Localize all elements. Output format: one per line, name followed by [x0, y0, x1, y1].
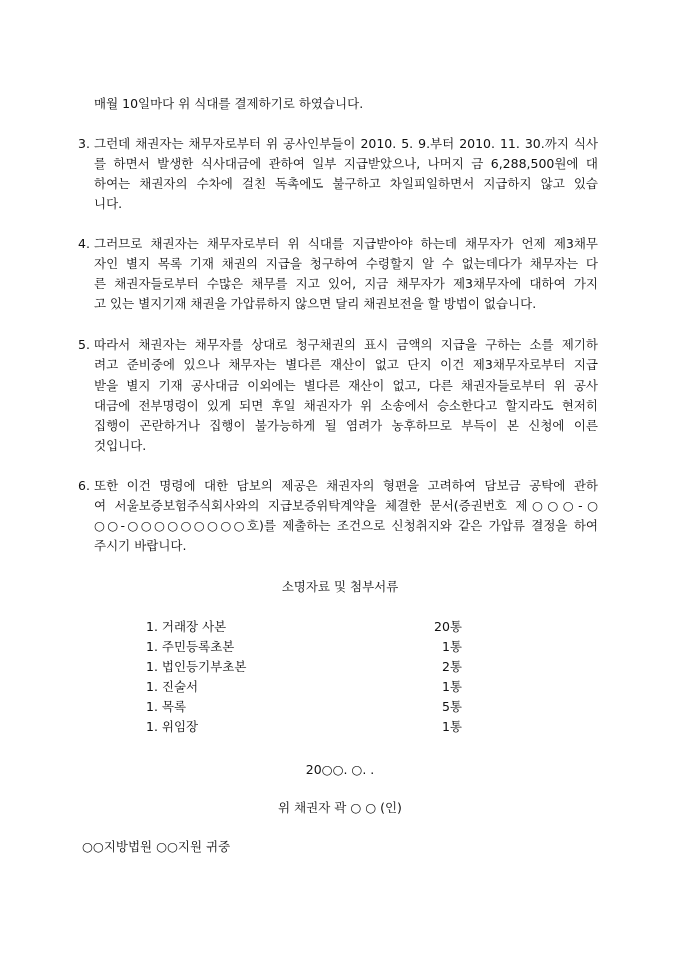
paragraph-number: 6.: [78, 478, 90, 493]
attachment-count: 2통: [441, 659, 462, 674]
paragraph-line: 여 서울보증보험주식회사와의 지급보증위탁계약을 체결한 문서(증권번호 제○○○-○: [94, 498, 598, 513]
paragraph-line: 른 채권자들로부터 수많은 채무를 지고 있어, 지금 채무자가 제3채무자에 대하여 가지: [94, 276, 598, 291]
paragraph-line: 받을 별지 기재 공사대금 이외에는 별다른 재산이 없고, 다른 채권자들로부터 위 공사: [94, 378, 598, 393]
intro-line: 매월 10일마다 위 식대를 결제하기로 하였습니다.: [94, 96, 364, 111]
date-line: 20○○. ○. .: [305, 762, 375, 777]
attachment-item: [146, 679, 462, 695]
paragraph-number: 5.: [78, 337, 90, 352]
paragraph-line: 또한 이건 명령에 대한 담보의 제공은 채권자의 형편을 고려하여 담보금 공탁에 관하: [94, 478, 598, 493]
paragraph-line: 대금에 전부명령이 있게 되면 후일 채권자가 위 소송에서 승소한다고 할지라도 현저히: [94, 398, 598, 413]
court-addressee: ○○지방법원 ○○지원 귀중: [82, 839, 231, 854]
attachment-label: 1. 위임장: [146, 719, 199, 734]
attachment-count: 1통: [441, 679, 462, 694]
attachment-count: 20통: [434, 619, 462, 634]
attachment-label: 1. 주민등록초본: [146, 639, 235, 654]
paragraph-line: 하여는 채권자의 수차에 걸친 독촉에도 불구하고 차일피일하면서 지급하지 않고 있습: [94, 176, 598, 191]
paragraph-line: 따라서 채권자는 채무자를 상대로 청구채권의 표시 금액의 지급을 구하는 소를 제기하: [94, 337, 598, 352]
paragraph-line: 를 하면서 발생한 식사대금에 관하여 일부 지급받았으나, 나머지 금 6,288,500원에 대: [94, 156, 598, 171]
paragraph-line: 고 있는 별지기재 채권을 가압류하지 않으면 달리 채권보전을 할 방법이 없습니다.: [94, 296, 537, 311]
attachment-label: 1. 법인등기부초본: [146, 659, 247, 674]
attachment-label: 1. 진술서: [146, 679, 199, 694]
attachment-label: 1. 거래장 사본: [146, 619, 227, 634]
attachment-count: 5통: [441, 699, 462, 714]
attachment-count: 1통: [441, 639, 462, 654]
paragraph-line: 려고 준비중에 있으나 채무자는 별다른 재산이 없고 단지 이건 제3채무자로부터 지급: [94, 357, 598, 372]
paragraph-line: 집행이 곤란하거나 집행이 불가능하게 될 염려가 농후하므로 부득이 본 신청에 이른: [94, 418, 598, 433]
attachment-item: [146, 699, 462, 715]
attachment-label: 1. 목록: [146, 699, 187, 714]
paragraph-line: 니다.: [94, 196, 123, 211]
paragraph-line: 자인 별지 목록 기재 채권의 지급을 청구하여 수령할지 알 수 없는데다가 채무자는 다: [94, 256, 598, 271]
paragraph-number: 4.: [78, 236, 90, 251]
paragraph-number: 3.: [78, 136, 90, 151]
paragraph-line: 그런데 채권자는 채무자로부터 위 공사인부들이 2010. 5. 9.부터 2010. 11. 30.까지 식사: [94, 136, 598, 151]
signature-line: 위 채권자 곽 ○ ○ (인): [278, 800, 402, 815]
paragraph-line: 주시기 바랍니다.: [94, 538, 187, 553]
attachment-item: [146, 619, 462, 635]
paragraph-line: 그러므로 채권자는 채무자로부터 위 식대를 지급받아야 하는데 채무자가 언제 제3채무: [94, 236, 598, 251]
attachment-count: 1통: [441, 719, 462, 734]
attachment-item: [146, 719, 462, 735]
paragraph-line: ○○-○○○○○○○○○호)를 제출하는 조건으로 신청취지와 같은 가압류 결정을 하여: [94, 518, 598, 533]
attachments-title: 소명자료 및 첨부서류: [281, 579, 399, 594]
paragraph-line: 것입니다.: [94, 438, 147, 453]
attachment-item: [146, 639, 462, 655]
attachment-item: [146, 659, 462, 675]
